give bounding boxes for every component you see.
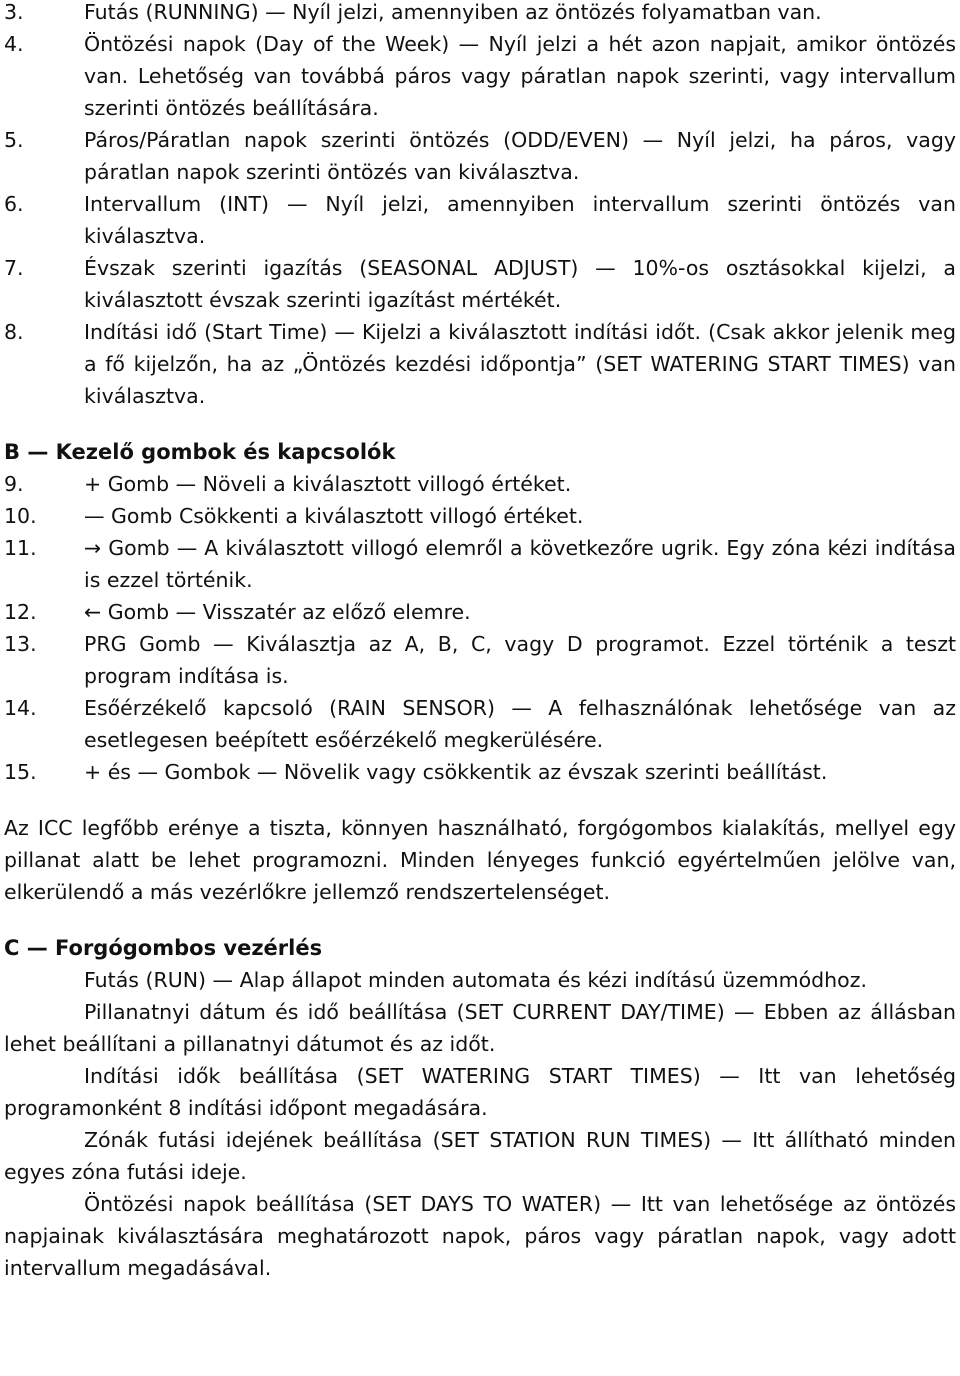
list-item xyxy=(4,628,956,692)
item-text: Futás (RUNNING) — Nyíl jelzi, amennyiben az öntözés folyamatban van. xyxy=(84,0,822,24)
item-number: 10. xyxy=(4,504,37,528)
list-item xyxy=(4,124,956,188)
control-buttons-list xyxy=(4,468,956,788)
section-c-heading: C — Forgógombos vezérlés xyxy=(4,936,323,960)
display-indicator-list xyxy=(4,0,956,412)
item-text: + Gomb — Növeli a kiválasztott villogó értéket. xyxy=(84,472,572,496)
item-number: 11. xyxy=(4,536,37,560)
item-text: Öntözési napok (Day of the Week) — Nyíl jelzi a hét azon napjait, amikor öntözés van. Lehetőség van továbbá páros vagy páratlan napok szerinti, vagy intervallum szerinti öntözés beállítására. xyxy=(84,32,956,120)
paragraph: Öntözési napok beállítása (SET DAYS TO WATER) — Itt van lehetősége az öntözés napjainak kiválasztására meghatározott napok, páros vagy páratlan napok, vagy adott intervallum megadásával. xyxy=(4,1192,956,1280)
list-item xyxy=(4,532,956,596)
paragraph: Zónák futási idejének beállítása (SET STATION RUN TIMES) — Itt állítható minden egyes zóna futási ideje. xyxy=(4,1128,956,1184)
item-text: Páros/Páratlan napok szerinti öntözés (ODD/EVEN) — Nyíl jelzi, ha páros, vagy páratlan napok szerinti öntözés van kiválasztva. xyxy=(84,128,956,184)
paragraph: Indítási idők beállítása (SET WATERING START TIMES) — Itt van lehetőség programonként 8 indítási időpont megadására. xyxy=(4,1064,956,1120)
item-text: + és — Gombok — Növelik vagy csökkentik az évszak szerinti beállítást. xyxy=(84,760,828,784)
paragraph: Pillanatnyi dátum és idő beállítása (SET CURRENT DAY/TIME) — Ebben az állásban lehet beállítani a pillanatnyi dátumot és az időt. xyxy=(4,1000,956,1056)
list-item xyxy=(4,468,956,500)
item-text: Évszak szerinti igazítás (SEASONAL ADJUST) — 10%-os osztásokkal kijelzi, a kiválasztott évszak szerinti igazítást mértékét. xyxy=(84,256,956,312)
item-number: 9. xyxy=(4,472,24,496)
section-b-heading: B — Kezelő gombok és kapcsolók xyxy=(4,440,396,464)
item-text: — Gomb Csökkenti a kiválasztott villogó értéket. xyxy=(84,504,584,528)
list-item xyxy=(4,316,956,412)
item-number: 4. xyxy=(4,32,24,56)
item-text: Esőérzékelő kapcsoló (RAIN SENSOR) — A felhasználónak lehetősége van az esetlegesen beépített esőérzékelő megkerülésére. xyxy=(84,696,956,752)
item-text: Indítási idő (Start Time) — Kijelzi a kiválasztott indítási időt. (Csak akkor jelenik meg a fő kijelzőn, ha az „Öntözés kezdési időpontja” (SET WATERING START TIMES) van kiválasztva. xyxy=(84,320,956,408)
item-text: ← Gomb — Visszatér az előző elemre. xyxy=(84,600,471,624)
list-item xyxy=(4,756,956,788)
item-number: 7. xyxy=(4,256,24,280)
item-number: 12. xyxy=(4,600,37,624)
item-text: → Gomb — A kiválasztott villogó elemről a következőre ugrik. Egy zóna kézi indítása is ezzel történik. xyxy=(84,536,956,592)
list-item xyxy=(4,188,956,252)
item-number: 5. xyxy=(4,128,24,152)
item-number: 3. xyxy=(4,0,24,24)
item-number: 14. xyxy=(4,696,37,720)
paragraph: Futás (RUN) — Alap állapot minden automata és kézi indítású üzemmódhoz. xyxy=(84,968,867,992)
item-text: PRG Gomb — Kiválasztja az A, B, C, vagy D programot. Ezzel történik a teszt program indítása is. xyxy=(84,632,956,688)
intro-paragraph: Az ICC legfőbb erénye a tiszta, könnyen használható, forgógombos kialakítás, mellyel egy pillanat alatt be lehet programozni. Minden lényeges funkció egyértelműen jelölve van, elkerülendő a más vezérlőkre jellemző rendszertelenséget. xyxy=(4,816,956,904)
item-number: 15. xyxy=(4,760,37,784)
list-item xyxy=(4,596,956,628)
list-item xyxy=(4,252,956,316)
list-item xyxy=(4,28,956,124)
list-item xyxy=(4,692,956,756)
item-number: 8. xyxy=(4,320,24,344)
item-text: Intervallum (INT) — Nyíl jelzi, amennyiben intervallum szerinti öntözés van kiválasztva. xyxy=(84,192,956,248)
item-number: 6. xyxy=(4,192,24,216)
list-item xyxy=(4,500,956,532)
list-item xyxy=(4,0,956,28)
item-number: 13. xyxy=(4,632,37,656)
